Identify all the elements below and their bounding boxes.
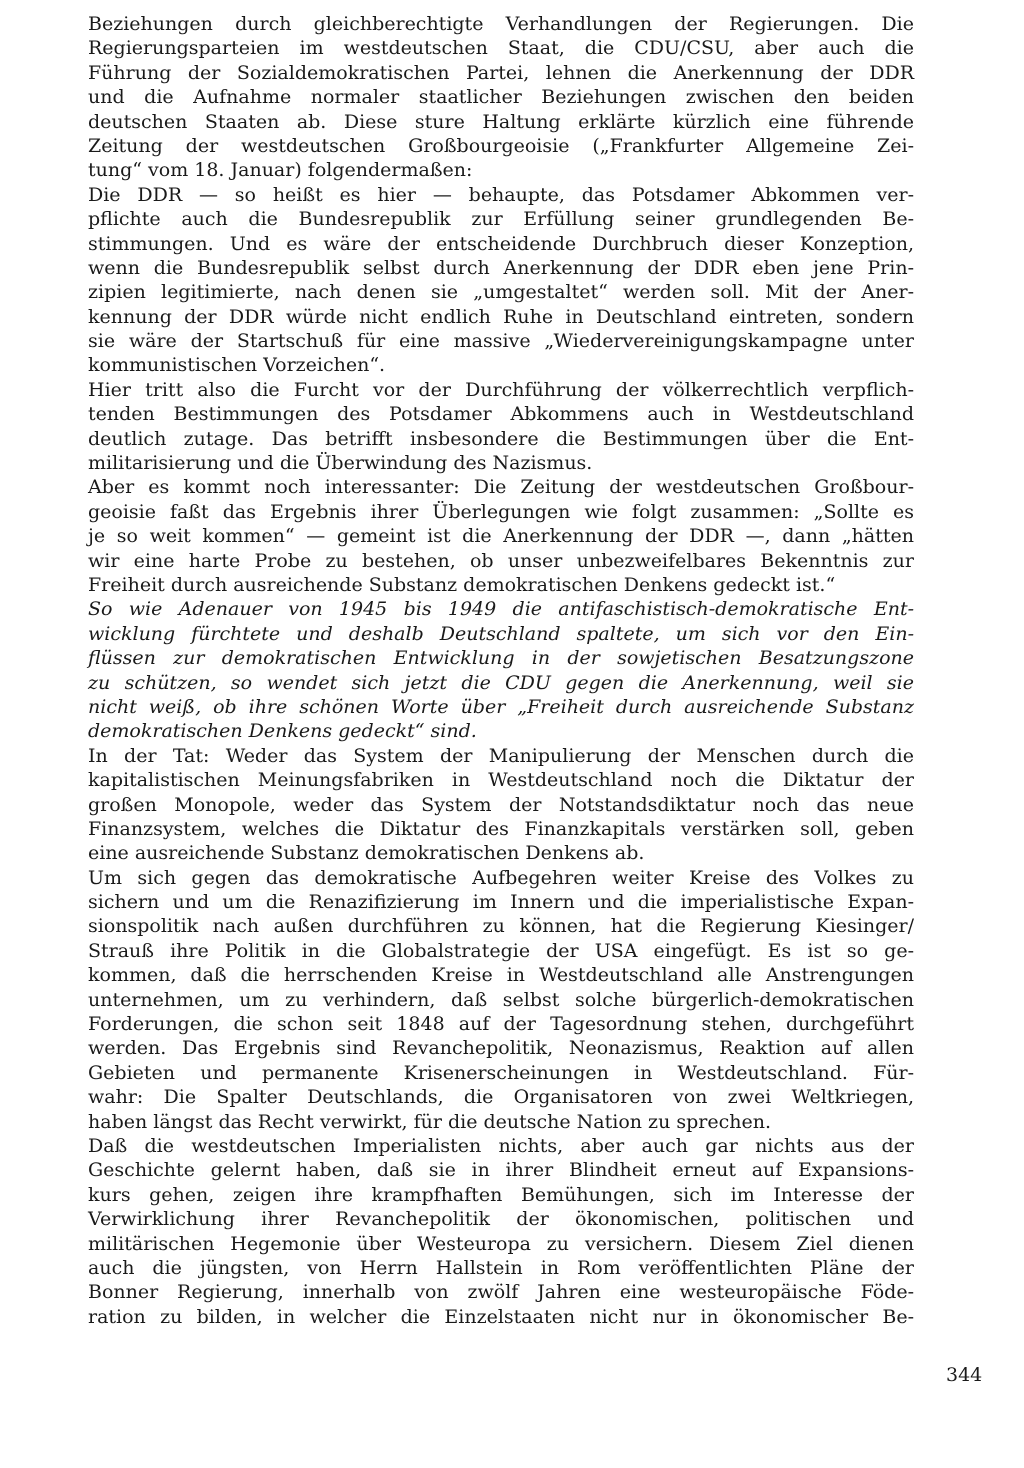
paragraph [88,183,914,378]
text-line: kommunistischen Vorzeichen“. [88,354,386,377]
text-line: je so weit kommen“ — gemeint ist die Anerkennung der DDR —, dann „hätten [88,525,914,548]
text-line: Zeitung der westdeutschen Großbourgeoisie („Frankfurter Allgemeine Zei- [88,134,914,157]
text-line: Forderungen, die schon seit 1848 auf der Tagesordnung stehen, durchgeführt [88,1013,914,1036]
text-line: Führung der Sozialdemokratischen Partei, lehnen die Anerkennung der DDR [88,61,914,84]
text-line: Daß die westdeutschen Imperialisten nichts, aber auch gar nichts aus der [88,1134,914,1157]
text-line: Aber es kommt noch interessanter: Die Zeitung der westdeutschen Großbour- [88,476,914,499]
text-line: Freiheit durch ausreichende Substanz demokratischen Denkens gedeckt ist.“ [88,573,836,596]
text-line: flüssen zur demokratischen Entwicklung in der sowjetischen Besatzungszone [88,647,914,670]
paragraph [88,597,914,743]
text-line: kapitalistischen Meinungsfabriken in Westdeutschland noch die Diktatur der [88,769,914,792]
text-line: zipien legitimierte, nach denen sie „umgestaltet“ werden soll. Mit der Aner- [88,281,914,304]
text-line: Beziehungen durch gleichberechtigte Verhandlungen der Regierungen. Die [88,13,914,35]
text-line: haben längst das Recht verwirkt, für die deutsche Nation zu sprechen. [88,1110,771,1133]
text-line: tung“ vom 18. Januar) folgendermaßen: [88,159,473,182]
text-line: Strauß ihre Politik in die Globalstrategie der USA eingefügt. Es ist so ge- [88,939,914,962]
text-line: kommen, daß die herrschenden Kreise in Westdeutschland alle Anstrengungen [88,964,914,987]
page-number: 344 [946,1364,983,1386]
text-line: geoisie faßt das Ergebnis ihrer Überlegungen wie folgt zusammen: „Sollte es [88,500,914,523]
paragraph [88,378,914,476]
text-line: zu schützen, so wendet sich jetzt die CDU gegen die Anerkennung, weil sie [88,671,914,694]
text-line: pflichte auch die Bundesrepublik zur Erfüllung seiner grundlegenden Be- [88,208,914,231]
text-line: stimmungen. Und es wäre der entscheidende Durchbruch dieser Konzeption, [88,232,914,255]
text-line: Gebieten und permanente Krisenerscheinungen in Westdeutschland. Für- [88,1061,914,1084]
text-line: Verwirklichung ihrer Revanchepolitik der ökonomischen, politischen und [88,1208,914,1231]
text-line: tenden Bestimmungen des Potsdamer Abkommens auch in Westdeutschland [88,403,914,426]
text-line: unternehmen, um zu verhindern, daß selbst solche bürgerlich-demokratischen [88,988,914,1011]
text-line: militarisierung und die Überwindung des Nazismus. [88,452,593,475]
text-line: kennung der DDR würde nicht endlich Ruhe in Deutschland eintreten, sondern [88,305,914,328]
text-line: deutschen Staaten ab. Diese sture Haltung erklärte kürzlich eine führende [88,110,914,133]
paragraph [88,1134,914,1329]
text-line: Geschichte gelernt haben, daß sie in ihrer Blindheit erneut auf Expansions- [88,1159,914,1182]
text-line: werden. Das Ergebnis sind Revanchepolitik, Neonazismus, Reaktion auf allen [88,1037,914,1060]
text-line: Bonner Regierung, innerhalb von zwölf Jahren eine westeuropäische Föde- [88,1281,914,1304]
text-line: Die DDR — so heißt es hier — behaupte, das Potsdamer Abkommen ver- [88,183,914,206]
text-line: ration zu bilden, in welcher die Einzelstaaten nicht nur in ökonomischer Be- [88,1305,914,1328]
text-line: Um sich gegen das demokratische Aufbegehren weiter Kreise des Volkes zu [88,866,914,889]
text-line: großen Monopole, weder das System der Notstandsdiktatur noch das neue [88,793,914,816]
text-line: militärischen Hegemonie über Westeuropa zu versichern. Diesem Ziel dienen [88,1232,914,1255]
text-line: kurs gehen, zeigen ihre krampfhaften Bemühungen, sich im Interesse der [88,1183,914,1206]
text-line: wahr: Die Spalter Deutschlands, die Organisatoren von zwei Weltkriegen, [88,1086,914,1109]
text-line: sionspolitik nach außen durchführen zu können, hat die Regierung Kiesinger/ [88,915,914,938]
text-line: wir eine harte Probe zu bestehen, ob unser unbezweifelbares Bekenntnis zur [88,549,914,572]
text-line: In der Tat: Weder das System der Manipulierung der Menschen durch die [88,744,914,767]
body-text [88,12,914,1329]
text-line: nicht weiß, ob ihre schönen Worte über „Freiheit durch ausreichende Substanz [88,695,914,718]
text-line: deutlich zutage. Das betrifft insbesondere die Bestimmungen über die Ent- [88,427,914,450]
text-line: demokratischen Denkens gedeckt“ sind. [88,720,477,743]
text-line: wenn die Bundesrepublik selbst durch Anerkennung der DDR eben jene Prin- [88,256,914,279]
text-line: eine ausreichende Substanz demokratischen Denkens ab. [88,842,645,865]
text-line: Regierungsparteien im westdeutschen Staat, die CDU/CSU, aber auch die [88,37,914,60]
text-line: sichern und um die Renazifizierung im Innern und die imperialistische Expan- [88,891,914,914]
paragraph [88,866,914,1134]
text-line: auch die jüngsten, von Herrn Hallstein in Rom veröffentlichten Pläne der [88,1256,914,1279]
text-line: sie wäre der Startschuß für eine massive „Wiedervereinigungskampagne unter [88,330,914,353]
text-line: Finanzsystem, welches die Diktatur des Finanzkapitals verstärken soll, geben [88,817,914,840]
text-line: wicklung fürchtete und deshalb Deutschland spaltete, um sich vor den Ein- [88,622,914,645]
text-line: Hier tritt also die Furcht vor der Durchführung der völkerrechtlich verpflich- [88,378,914,401]
paragraph [88,744,914,866]
paragraph [88,12,914,183]
paragraph [88,475,914,597]
text-line: So wie Adenauer von 1945 bis 1949 die antifaschistisch-demokratische Ent- [88,598,914,621]
text-line: und die Aufnahme normaler staatlicher Beziehungen zwischen den beiden [88,86,914,109]
